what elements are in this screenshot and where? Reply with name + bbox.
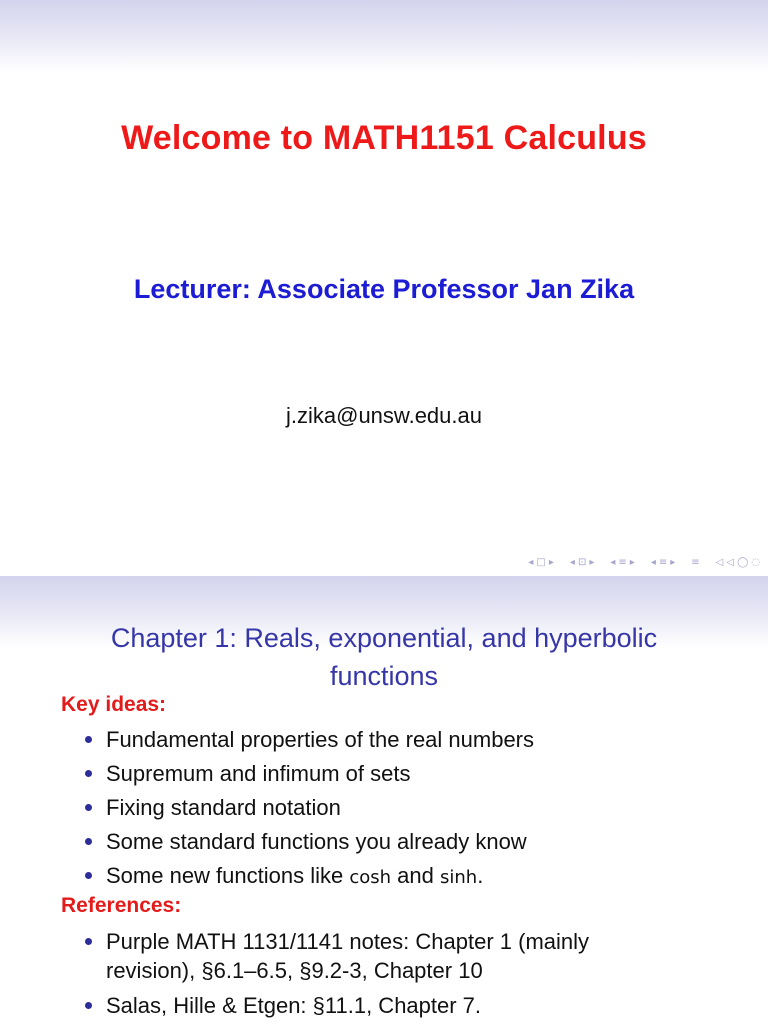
- references-list: [85, 927, 589, 1020]
- bullet-icon: [85, 938, 92, 945]
- key-idea-text: Fixing standard notation: [106, 795, 341, 820]
- key-idea-text: Fundamental properties of the real numbers: [106, 727, 535, 752]
- nav-search-icon[interactable]: ◯: [737, 557, 749, 568]
- chapter-slide: [0, 576, 768, 1024]
- nav-prev-section-icon[interactable]: ◂: [650, 557, 656, 568]
- nav-next-frame-icon[interactable]: ▸: [548, 557, 554, 568]
- nav-section-icon[interactable]: ≡: [658, 557, 668, 568]
- key-idea-text-suffix: .: [477, 863, 484, 888]
- nav-next-slide-icon[interactable]: ▸: [589, 557, 595, 568]
- sinh-function: sinh: [439, 867, 478, 888]
- list-item: [85, 861, 534, 892]
- nav-prev-slide-icon[interactable]: ◂: [569, 557, 575, 568]
- beamer-navigation-bar: [528, 556, 760, 570]
- reference-line-1: Purple MATH 1131/1141 notes: Chapter 1 (mainly: [106, 929, 590, 954]
- nav-forward-icon[interactable]: ◌: [751, 557, 760, 568]
- nav-prev-subsection-icon[interactable]: ◂: [610, 557, 616, 568]
- references-heading: References:: [61, 894, 182, 917]
- nav-document-icon[interactable]: ≡: [691, 557, 700, 568]
- nav-frame-icon[interactable]: □: [536, 557, 546, 568]
- nav-subsection-icon[interactable]: ≡: [618, 557, 627, 568]
- key-idea-text: Supremum and infimum of sets: [106, 761, 411, 786]
- list-item: [85, 927, 589, 985]
- nav-next-subsection-icon[interactable]: ▸: [629, 557, 635, 568]
- key-ideas-list: [85, 725, 534, 892]
- slide-title: Welcome to MATH1151 Calculus: [121, 119, 647, 157]
- key-idea-text-prefix: Some new functions like: [106, 863, 350, 888]
- bullet-icon: [85, 736, 92, 743]
- key-idea-text: Some standard functions you already know: [106, 829, 527, 854]
- lecturer-line: Lecturer: Associate Professor Jan Zika: [133, 274, 635, 304]
- list-item: [85, 759, 534, 788]
- bullet-icon: [85, 838, 92, 845]
- reference-text: Salas, Hille & Etgen: §11.1, Chapter 7.: [106, 993, 482, 1018]
- reference-line-2: revision), §6.1–6.5, §9.2-3, Chapter 10: [106, 958, 483, 983]
- list-item: [85, 793, 534, 822]
- cosh-function: cosh: [349, 867, 392, 888]
- list-item: [85, 991, 589, 1020]
- chapter-title: [0, 619, 768, 695]
- nav-back-alt-icon[interactable]: ◁: [726, 557, 735, 568]
- header-band: [0, 0, 768, 72]
- bullet-icon: [85, 804, 92, 811]
- chapter-title-line-2: functions: [329, 661, 439, 691]
- lecturer-email: j.zika@unsw.edu.au: [285, 403, 482, 428]
- list-item: [85, 725, 534, 754]
- nav-slide-icon[interactable]: ⊡: [577, 557, 587, 568]
- bullet-icon: [85, 872, 92, 879]
- nav-prev-frame-icon[interactable]: ◂: [528, 557, 534, 568]
- chapter-title-line-1: Chapter 1: Reals, exponential, and hyperbolic: [110, 623, 658, 653]
- bullet-icon: [85, 770, 92, 777]
- key-ideas-heading: Key ideas:: [61, 693, 167, 716]
- nav-back-icon[interactable]: ◁: [715, 557, 724, 568]
- list-item: [85, 827, 534, 856]
- key-idea-text-middle: and: [391, 863, 440, 888]
- nav-next-section-icon[interactable]: ▸: [670, 557, 676, 568]
- bullet-icon: [85, 1002, 92, 1009]
